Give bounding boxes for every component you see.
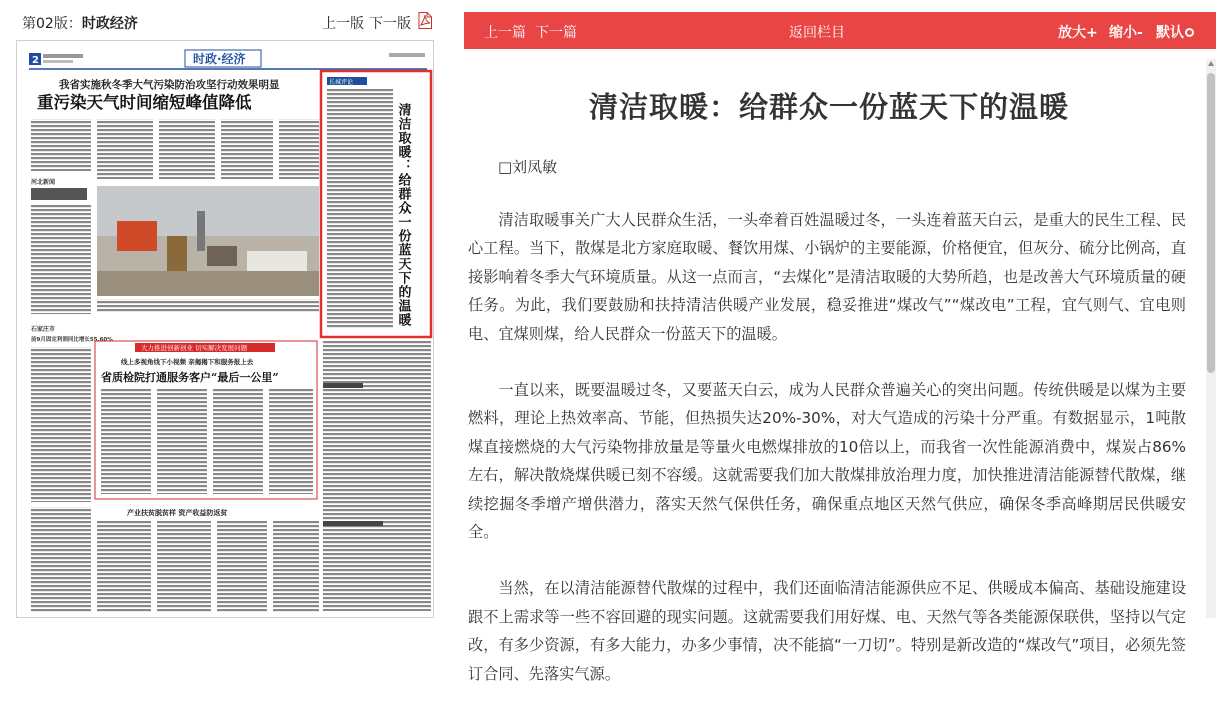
column-label: 长城评论 (329, 79, 354, 86)
edition-title (22, 13, 138, 33)
page-header (0, 0, 445, 40)
prev-page-link[interactable]: 上一版 (322, 16, 364, 32)
section-badge: 时政·经济 (193, 52, 246, 66)
newspaper-miniature (17, 41, 435, 619)
article-toolbar (464, 12, 1216, 49)
page-view-panel (0, 0, 445, 618)
article-body (468, 206, 1186, 716)
circle-icon (1185, 28, 1194, 37)
feature-headline: 省质检院打通服务客户“最后一公里” (101, 371, 279, 384)
article-paragraph: 清洁取暖事关广大人民群众生活，一头牵着百姓温暖过冬，一头连着蓝天白云，是重大的民生工程、民心工程。当下，散煤是北方家庭取暖、餐饮用煤、小锅炉的主要能源，价格便宜，但灰分、硫分比例高，直接影响着冬季大气环境质量。从这一点而言，“去煤化”是清洁取暖的大势所趋，也是改善大气环境质量的硬任务。为此，我们要鼓励和扶持清洁供暖产业发展，稳妥推进“煤改气”“煤改电”工程，宜气则气、宜电则电、宜煤则煤，给人民群众一份蓝天下的温暖。 (468, 211, 1186, 343)
feature-kicker: 线上多视角线下小视频 亲揭揭下和服务报上去 (121, 358, 254, 366)
page-number: 2 (32, 55, 39, 66)
lead-kicker: 我省实施秋冬季大气污染防治攻坚行动效果明显 (59, 79, 280, 91)
vertical-scrollbar[interactable] (1206, 59, 1216, 618)
zoom-out-button[interactable]: 缩小- (1109, 25, 1143, 41)
lead-headline: 重污染天气时间缩短峰值降低 (37, 93, 252, 112)
article-panel (464, 12, 1216, 683)
article-title: 清洁取暖：给群众一份蓝天下的温暖 (588, 90, 1069, 124)
side-item-title: 河北新闻 (31, 179, 56, 186)
pdf-icon[interactable] (418, 12, 432, 29)
edition-label: 第02版： (22, 16, 82, 32)
article-content[interactable] (464, 59, 1216, 683)
zoom-in-button[interactable]: 放大+ (1058, 25, 1098, 41)
article-paragraph: 当然，在以清洁能源替代散煤的过程中，我们还面临清洁能源供应不足、供暖成本偏高、基础设施建设跟不上需求等一些不容回避的现实问题。这就需要我们用好煤、电、天然气等各类能源保联供，坚持以气定改，有多少资源，有多大能力，办多少事情，决不能搞“一刀切”。特别是新改造的“煤改气”项目，必须先签订合同、先落实气源。 (468, 579, 1186, 683)
article-paragraph: 一直以来，既要温暖过冬，又要蓝天白云，成为人民群众普遍关心的突出问题。传统供暖是以煤为主要燃料，理论上热效率高、节能，但热损失达20%-30%，对大气造成的污染十分严重。有数据显示，1吨散煤直接燃烧的大气污染物排放量是等量火电燃煤排放的10倍以上，而我省一次性能源消费中，煤炭占86%左右，解决散烧煤供暖已刻不容缓。这就需要我们加大散煤排放治理力度，加快推进清洁能源替代散煤，继续挖掘冬季增产增供潜力，落实天然气保供任务，确保重点地区天然气供应，确保冬季高峰期居民供暖安全。 (468, 381, 1186, 542)
article-byline: □刘凤敏 (498, 158, 558, 176)
default-size-button[interactable] (1156, 22, 1194, 42)
red-banner-text: 大力推进创新创业 切实解决发展问题 (141, 344, 248, 352)
scroll-up-arrow-icon[interactable] (1208, 61, 1214, 66)
back-to-column-link[interactable]: 返回栏目 (789, 25, 845, 41)
newspaper-page-image[interactable] (16, 40, 434, 618)
default-size-label: 默认 (1156, 25, 1184, 41)
edition-name: 时政经济 (81, 16, 138, 32)
next-page-link[interactable]: 下一版 (369, 16, 411, 32)
next-article-link[interactable]: 下一篇 (535, 25, 577, 41)
side-item-note: 前9月固定利润同比增长55.60% (31, 337, 113, 343)
prev-article-link[interactable]: 上一篇 (484, 25, 526, 41)
scrollbar-thumb[interactable] (1207, 73, 1215, 373)
bottom-story-head: 产业扶贫脱贫样 资产收益防返贫 (127, 508, 228, 517)
vertical-headline: 清洁取暖：给群众一份蓝天下的温暖 (395, 103, 411, 327)
side-item-title-2: 石家庄市 (31, 326, 56, 333)
